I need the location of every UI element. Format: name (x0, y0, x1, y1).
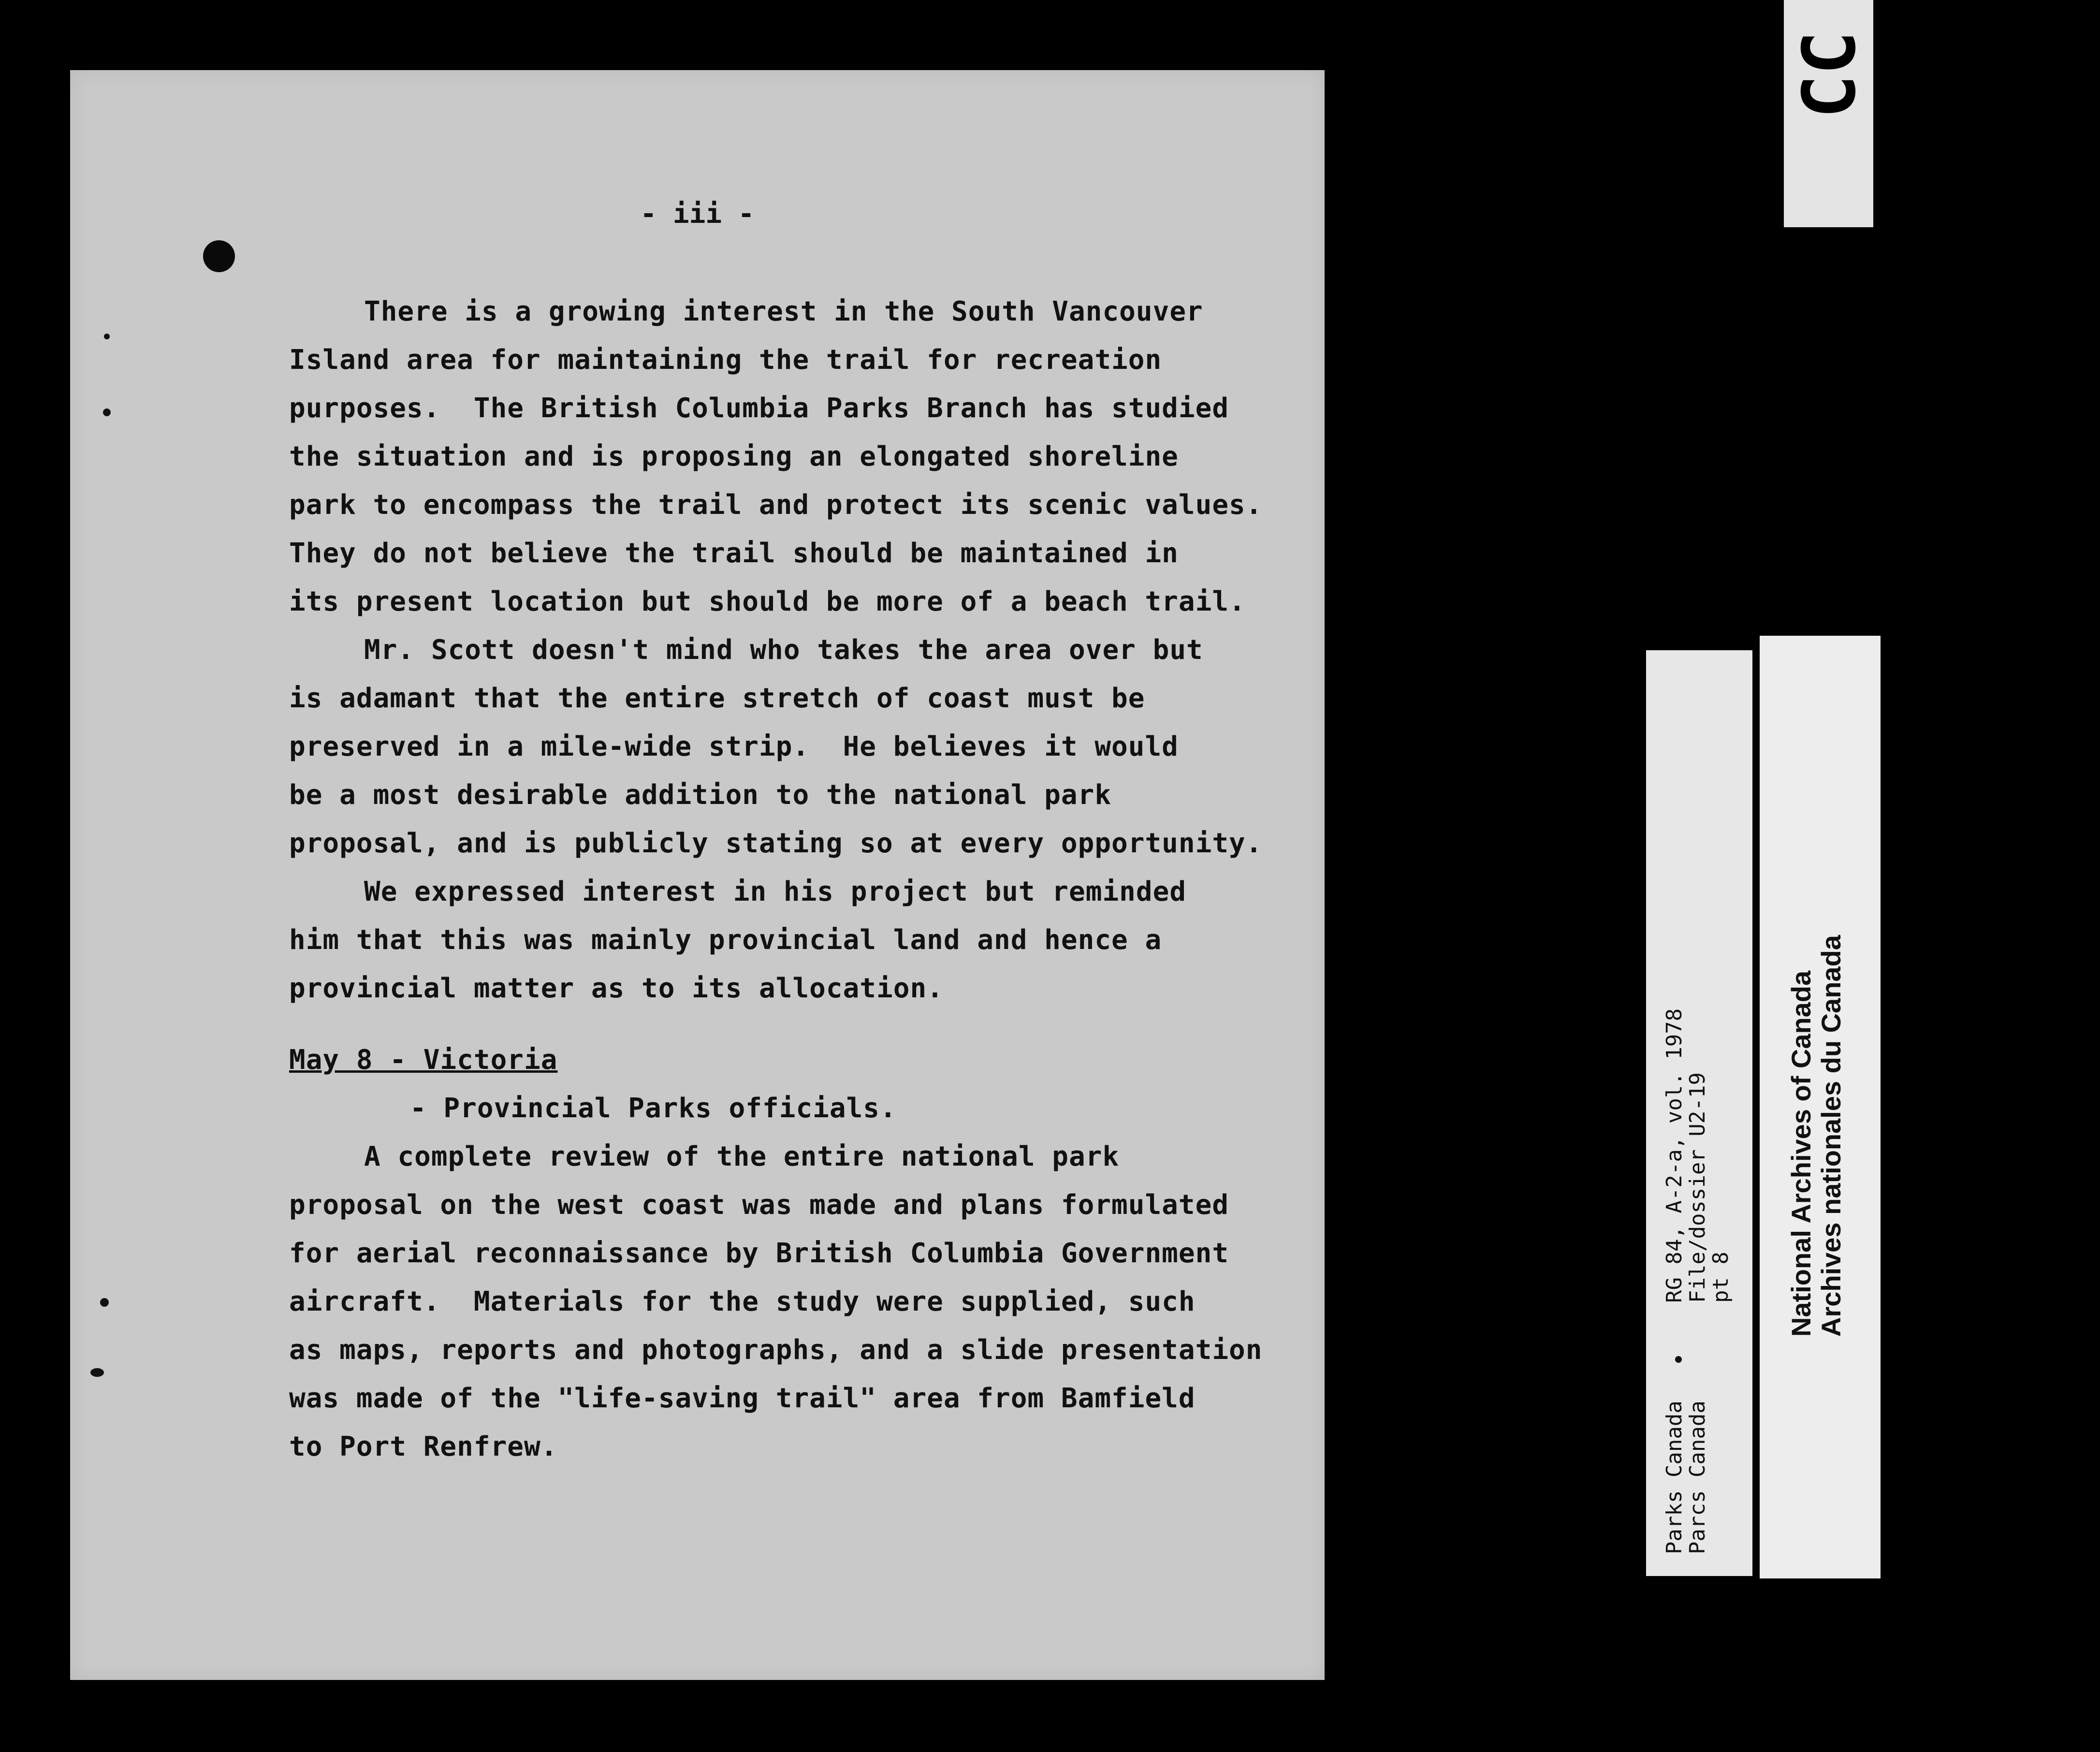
text-line: him that this was mainly provincial land and hence a (289, 924, 1162, 956)
text-line: proposal on the west coast was made and plans formulated (289, 1189, 1229, 1221)
reference-left-line2: Parcs Canada (1685, 1401, 1710, 1554)
page-number: - iii - (640, 198, 755, 230)
section-subheading: - Provincial Parks officials. (410, 1093, 897, 1124)
text-line: Mr. Scott doesn't mind who takes the area over but (364, 634, 1203, 666)
speck (104, 334, 110, 339)
reference-right-line1: RG 84, A-2-a, vol. 1978 (1662, 1008, 1687, 1303)
reference-label-text (1663, 1008, 1733, 1554)
text-line: to Port Renfrew. (289, 1431, 558, 1462)
punch-hole (203, 240, 235, 272)
text-line: the situation and is proposing an elongated shoreline (289, 441, 1179, 472)
text-line: was made of the "life-saving trail" area from Bamfield (289, 1383, 1196, 1414)
archives-line1: National Archives of Canada (1786, 970, 1816, 1337)
reference-label (1646, 650, 1752, 1576)
film-marker (1784, 0, 1873, 227)
text-line: A complete review of the entire national park (364, 1141, 1120, 1172)
text-line: Island area for maintaining the trail for recreation (289, 344, 1162, 376)
body-text (289, 288, 1263, 1471)
text-line: is adamant that the entire stretch of coast must be (289, 683, 1145, 714)
reference-left-line1: Parks Canada (1662, 1401, 1687, 1554)
text-line: preserved in a mile-wide strip. He believes it would (289, 731, 1179, 762)
speck (100, 1298, 109, 1307)
text-line: provincial matter as to its allocation. (289, 973, 944, 1004)
text-line: for aerial reconnaissance by British Columbia Government (289, 1238, 1229, 1269)
film-marker-glyphs: CC (1788, 31, 1872, 118)
reference-right-line2: File/dossier U2-19 (1685, 1072, 1710, 1303)
speck (103, 409, 111, 416)
text-line: as maps, reports and photographs, and a slide presentation (289, 1334, 1263, 1366)
archives-line2: Archives nationales du Canada (1816, 935, 1846, 1337)
text-line: proposal, and is publicly stating so at every opportunity. (289, 828, 1263, 859)
archives-label-text (1786, 935, 1846, 1337)
text-line: park to encompass the trail and protect its scenic values. (289, 489, 1263, 521)
section-heading: May 8 - Victoria (289, 1044, 558, 1076)
text-line: aircraft. Materials for the study were supplied, such (289, 1286, 1196, 1317)
archives-label (1760, 636, 1881, 1578)
reference-left-spacer (1709, 1303, 1733, 1554)
text-line: purposes. The British Columbia Parks Branch has studied (289, 393, 1229, 424)
text-line: There is a growing interest in the South Vancouver (364, 296, 1203, 327)
document-page (70, 70, 1325, 1680)
reference-right-line3: pt 8 (1708, 1252, 1733, 1303)
text-line: We expressed interest in his project but reminded (364, 876, 1187, 907)
text-line: be a most desirable addition to the national park (289, 779, 1112, 811)
text-line: its present location but should be more of a beach trail. (289, 586, 1246, 617)
speck (90, 1368, 104, 1377)
text-line: They do not believe the trail should be maintained in (289, 538, 1179, 569)
